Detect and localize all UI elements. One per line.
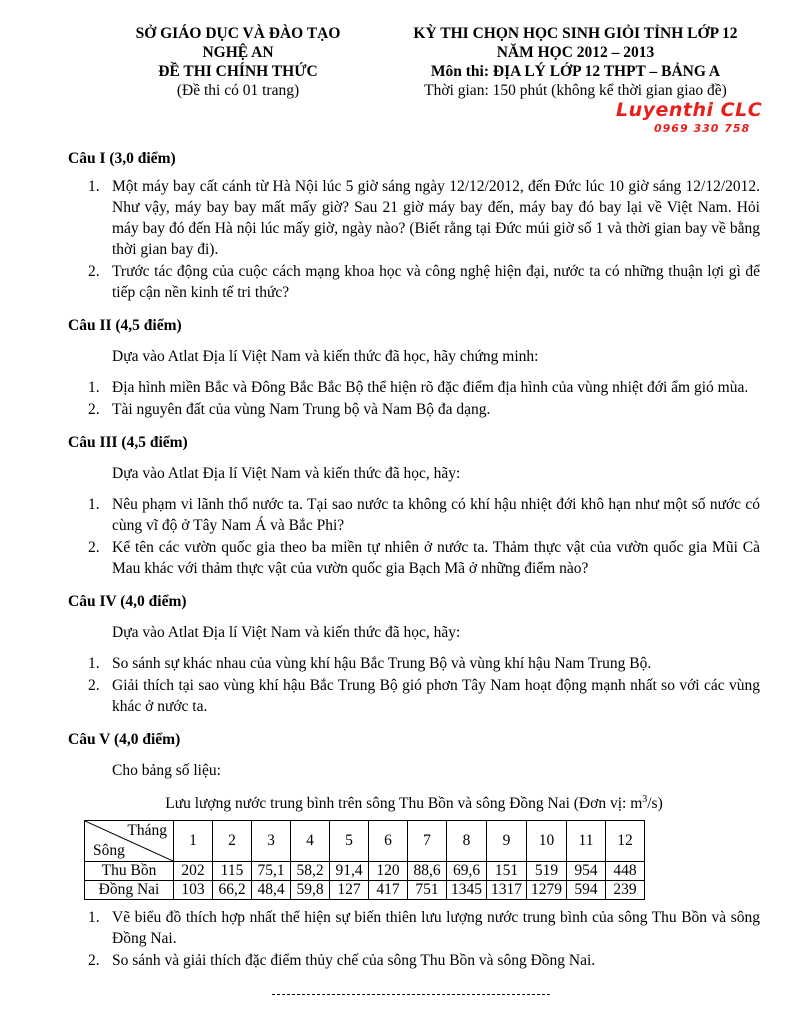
month-header-cell: 3 xyxy=(252,821,291,862)
table-row xyxy=(85,862,645,881)
table-row xyxy=(85,881,645,900)
flow-value-cell: 115 xyxy=(213,862,252,881)
flow-value-cell: 91,4 xyxy=(330,862,369,881)
flow-value-cell: 66,2 xyxy=(213,881,252,900)
flow-value-cell: 594 xyxy=(567,881,606,900)
flow-value-cell: 448 xyxy=(606,862,645,881)
time-limit: Thời gian: 150 phút (không kể thời gian giao đề) xyxy=(424,82,727,99)
question-2-items xyxy=(68,377,760,420)
month-header-cell: 8 xyxy=(447,821,487,862)
list-item: 2. Kể tên các vườn quốc gia theo ba miền tự nhiên ở nước ta. Thảm thực vật của vườn quốc gia Mũi Cà Mau khác với thảm thực vật của vườn quốc gia Bạch Mã ở những điểm nào? xyxy=(88,539,760,577)
header-right xyxy=(378,24,773,100)
brand-logo-text: Luyenthi CLC xyxy=(616,99,763,121)
flow-value-cell: 239 xyxy=(606,881,645,900)
list-item: 2. Tài nguyên đất của vùng Nam Trung bộ và Nam Bộ đa dạng. xyxy=(88,401,491,418)
flow-value-cell: 58,2 xyxy=(291,862,330,881)
province-name: NGHỆ AN xyxy=(202,44,274,61)
list-item: 2. Trước tác động của cuộc cách mạng khoa học và công nghệ hiện đại, nước ta có những thuận lợi gì để tiếp cận nền kinh tế tri thức? xyxy=(88,263,760,301)
list-item: 1. So sánh sự khác nhau của vùng khí hậu Bắc Trung Bộ và vùng khí hậu Nam Trung Bộ. xyxy=(88,655,652,672)
question-1-items xyxy=(68,176,760,303)
question-5-intro: Cho bảng số liệu: xyxy=(112,762,221,779)
list-item: 1. Vẽ biểu đồ thích hợp nhất thể hiện sự biến thiên lưu lượng nước trung bình của sông Thu Bồn và sông Đồng Nai. xyxy=(88,909,760,947)
flow-value-cell: 151 xyxy=(487,862,527,881)
exam-title: KỲ THI CHỌN HỌC SINH GIỎI TỈNH LỚP 12 xyxy=(413,25,738,42)
corner-river-label: Sông xyxy=(93,842,125,859)
flow-value-cell: 751 xyxy=(408,881,447,900)
list-item: 1. Địa hình miền Bắc và Đông Bắc Bắc Bộ thể hiện rõ đặc điểm địa hình của vùng nhiệt đới ẩm gió mùa. xyxy=(88,379,749,396)
flow-value-cell: 59,8 xyxy=(291,881,330,900)
month-header-cell: 12 xyxy=(606,821,645,862)
month-header-cell: 10 xyxy=(527,821,567,862)
question-4-intro: Dựa vào Atlat Địa lí Việt Nam và kiến thức đã học, hãy: xyxy=(112,624,461,641)
flow-value-cell: 1345 xyxy=(447,881,487,900)
official-exam-label: ĐỀ THI CHÍNH THỨC xyxy=(158,63,318,80)
flow-value-cell: 202 xyxy=(174,862,213,881)
corner-month-label: Tháng xyxy=(127,822,167,839)
flow-value-cell: 69,6 xyxy=(447,862,487,881)
list-item: 2. Giải thích tại sao vùng khí hậu Bắc Trung Bộ gió phơn Tây Nam hoạt động mạnh nhất so với các vùng khác ở nước ta. xyxy=(88,677,760,715)
question-4-title: Câu IV (4,0 điểm) xyxy=(68,593,187,610)
question-2-intro: Dựa vào Atlat Địa lí Việt Nam và kiến thức đã học, hãy chứng minh: xyxy=(112,348,539,365)
question-1 xyxy=(68,148,760,303)
question-2-title: Câu II (4,5 điểm) xyxy=(68,317,182,334)
flow-value-cell: 519 xyxy=(527,862,567,881)
subject-value: ĐỊA LÝ LỚP 12 THPT – BẢNG A xyxy=(492,63,721,80)
flow-value-cell: 1279 xyxy=(527,881,567,900)
table-header-row xyxy=(85,821,645,862)
month-header-cell: 5 xyxy=(330,821,369,862)
flow-value-cell: 1317 xyxy=(487,881,527,900)
river-name-cell: Thu Bồn xyxy=(85,862,174,881)
month-header-cell: 4 xyxy=(291,821,330,862)
river-name-cell: Đồng Nai xyxy=(85,881,174,900)
exam-content xyxy=(68,148,760,972)
month-header-cell: 6 xyxy=(369,821,408,862)
table-corner-cell xyxy=(85,821,174,862)
header-left xyxy=(88,24,388,100)
department-name: SỞ GIÁO DỤC VÀ ĐÀO TẠO xyxy=(135,25,341,42)
end-divider xyxy=(272,994,550,995)
question-4-items xyxy=(68,653,760,717)
subject-label: Môn thi: xyxy=(430,63,493,80)
school-year: NĂM HỌC 2012 – 2013 xyxy=(496,44,655,61)
flow-value-cell: 417 xyxy=(369,881,408,900)
question-5-title: Câu V (4,0 điểm) xyxy=(68,731,181,748)
month-header-cell: 11 xyxy=(567,821,606,862)
question-1-title: Câu I (3,0 điểm) xyxy=(68,150,176,167)
flow-value-cell: 127 xyxy=(330,881,369,900)
month-header-cell: 1 xyxy=(174,821,213,862)
question-3-intro: Dựa vào Atlat Địa lí Việt Nam và kiến thức đã học, hãy: xyxy=(112,465,461,482)
list-item: 1. Nêu phạm vi lãnh thổ nước ta. Tại sao nước ta không có khí hậu nhiệt đới khô hạn như một số nước có cùng vĩ độ ở Tây Nam Á và Bắc Phi? xyxy=(88,496,760,534)
month-header-cell: 2 xyxy=(213,821,252,862)
list-item: 1. Một máy bay cất cánh từ Hà Nội lúc 5 giờ sáng ngày 12/12/2012, đến Đức lúc 10 giờ sáng 12/12/2012. Như vậy, máy bay bay mất mấy giờ? Sau 21 giờ máy bay đến, máy bay đó bay lại về Việt Nam. Hỏi máy bay đó đến Hà nội lúc mấy giờ, ngày nào? (Biết rằng tại Đức múi giờ số 1 và thời gian bay về bằng thời gian bay đi). xyxy=(88,178,760,258)
question-3-title: Câu III (4,5 điểm) xyxy=(68,434,188,451)
brand-logo xyxy=(616,100,766,136)
flow-value-cell: 48,4 xyxy=(252,881,291,900)
question-4 xyxy=(68,591,760,717)
flow-value-cell: 75,1 xyxy=(252,862,291,881)
brand-logo-phone: 0969 330 758 xyxy=(654,122,751,135)
flow-value-cell: 103 xyxy=(174,881,213,900)
month-header-cell: 7 xyxy=(408,821,447,862)
flow-value-cell: 88,6 xyxy=(408,862,447,881)
river-flow-table xyxy=(84,820,645,900)
question-2 xyxy=(68,315,760,420)
question-3 xyxy=(68,432,760,579)
question-5 xyxy=(68,729,760,971)
question-5-items xyxy=(68,907,760,971)
subject-line xyxy=(378,62,773,81)
page-count-note: (Đề thi có 01 trang) xyxy=(176,82,300,99)
table-caption: Lưu lượng nước trung bình trên sông Thu Bồn và sông Đồng Nai (Đơn vị: $m^3/s$) xyxy=(165,793,663,812)
question-3-items xyxy=(68,494,760,579)
flow-value-cell: 954 xyxy=(567,862,606,881)
list-item: 2. So sánh và giải thích đặc điểm thủy chế của sông Thu Bồn và sông Đồng Nai. xyxy=(88,952,596,969)
flow-value-cell: 120 xyxy=(369,862,408,881)
month-header-cell: 9 xyxy=(487,821,527,862)
